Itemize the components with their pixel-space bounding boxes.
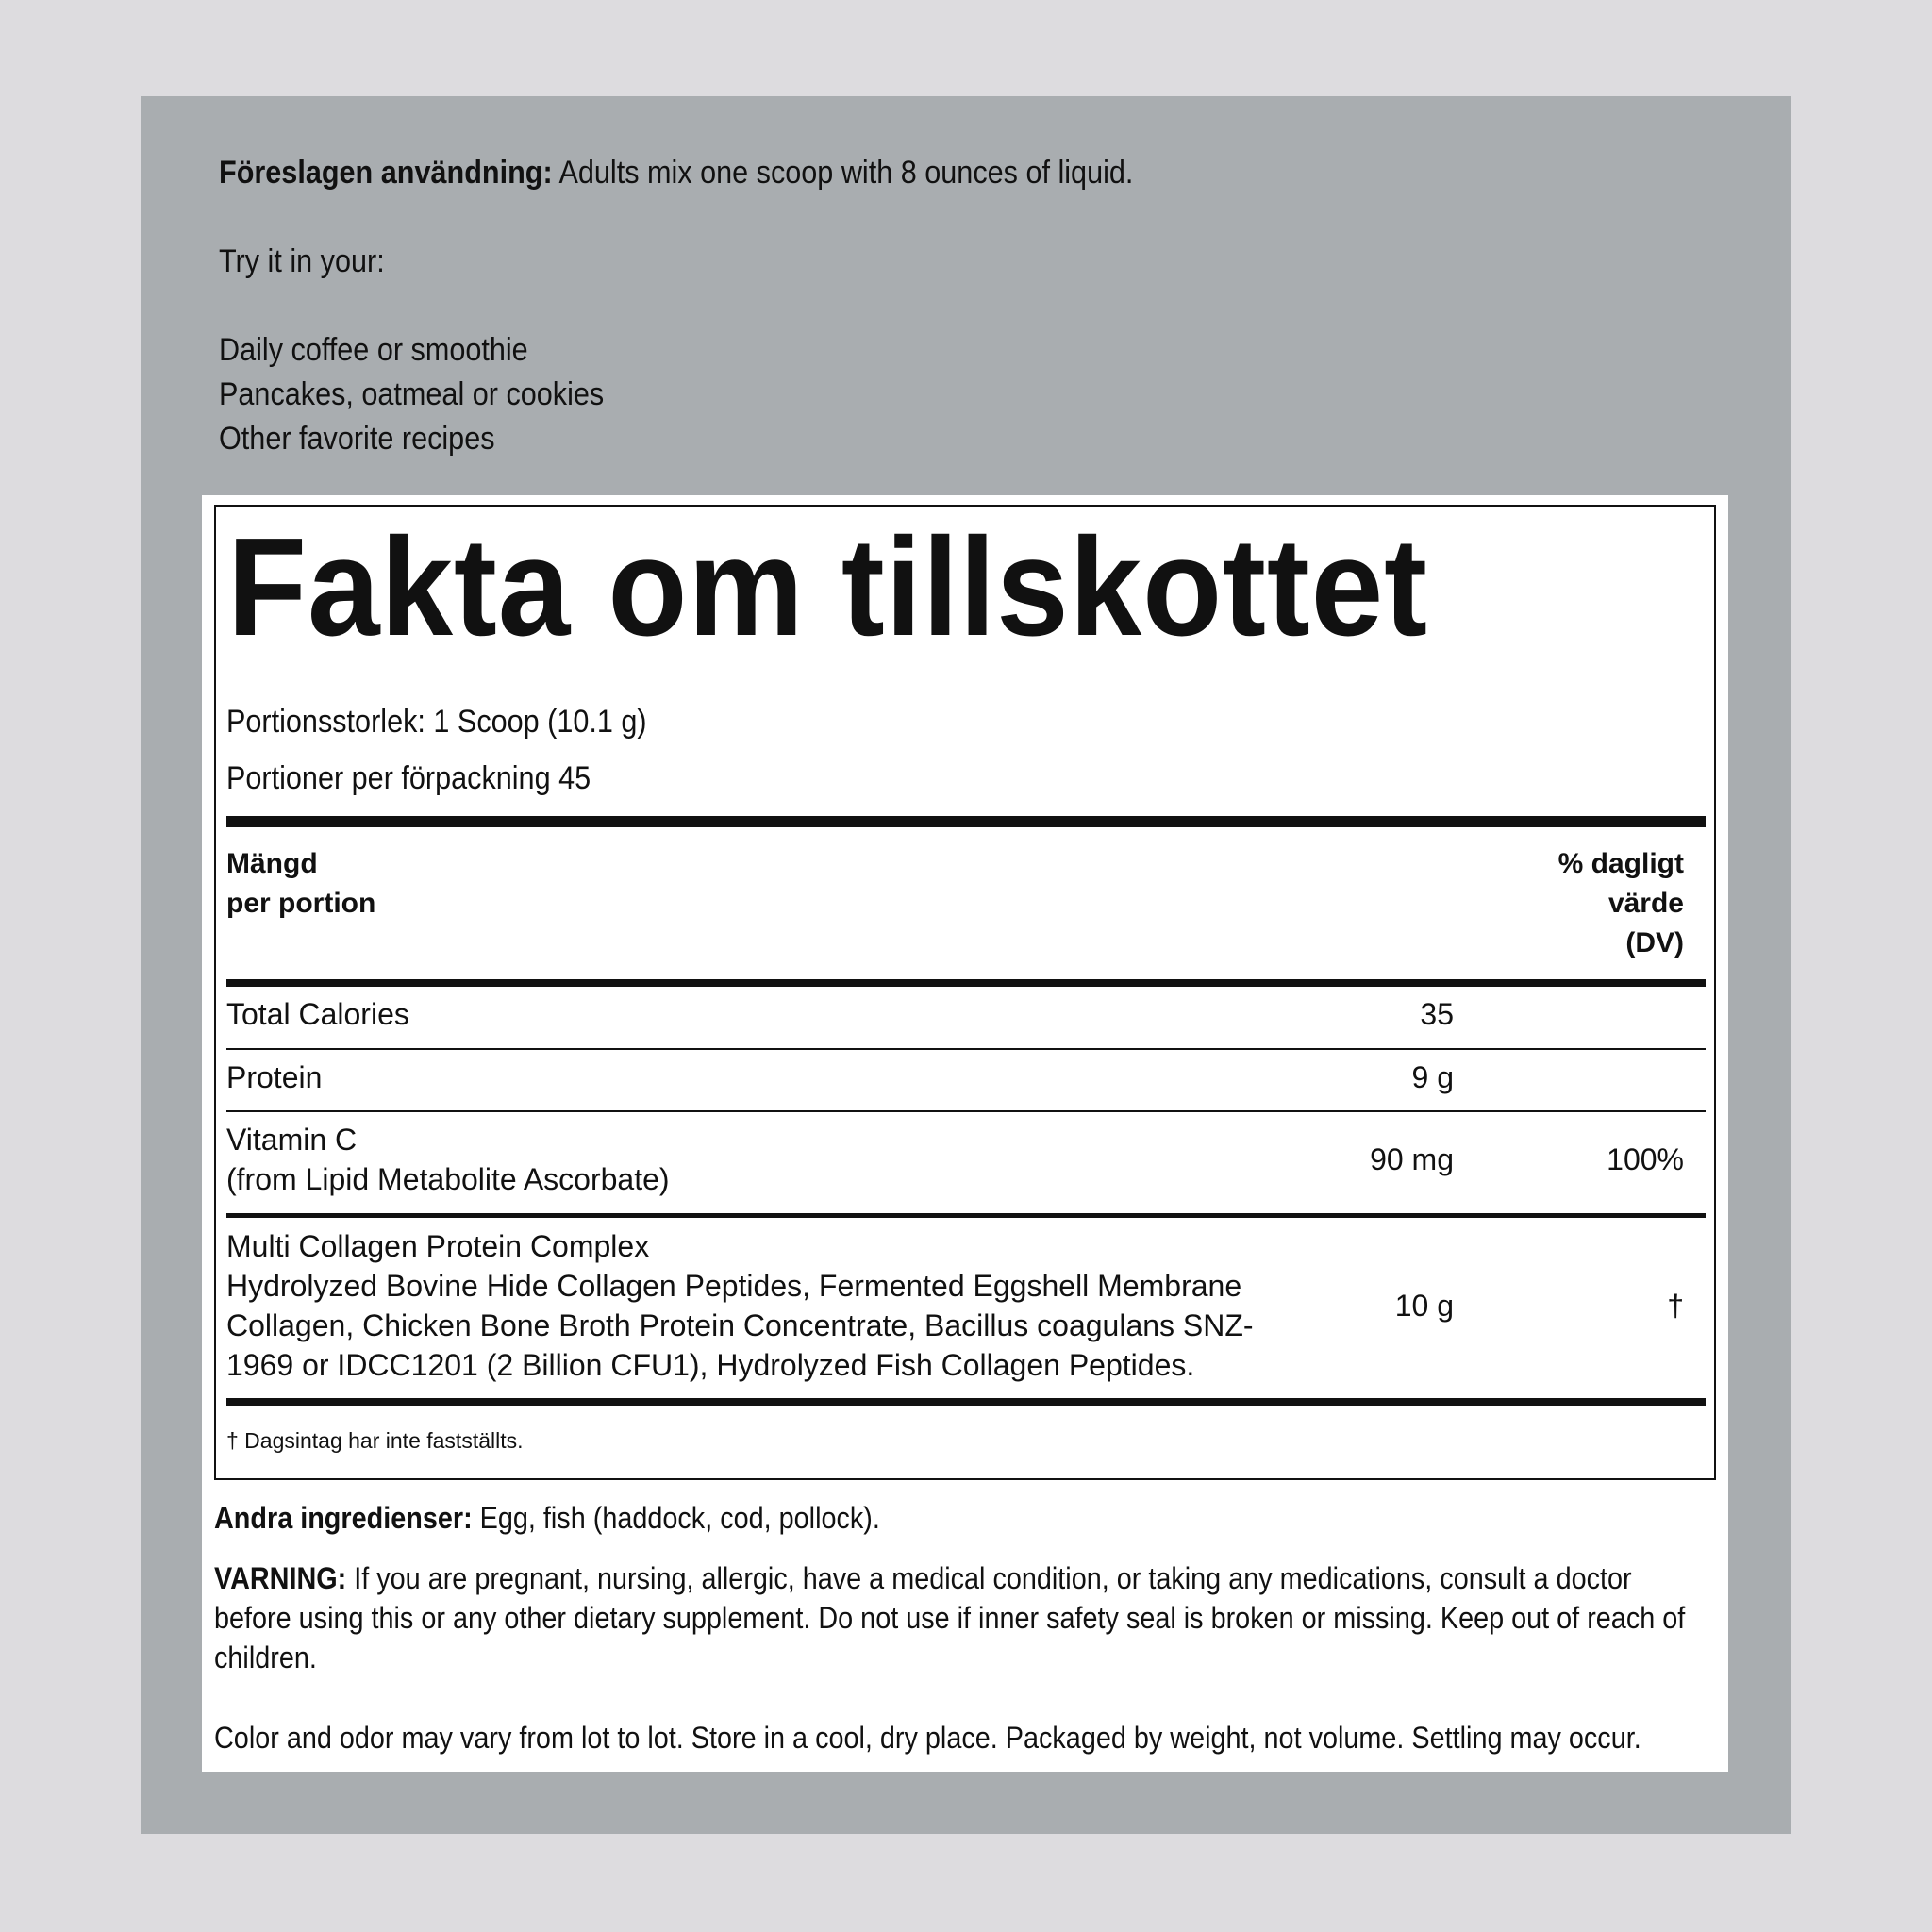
nutrient-dv-vitamin-c: 100% xyxy=(1607,1142,1684,1176)
blend-amount-collagen: 10 g xyxy=(1394,1289,1454,1323)
nutrient-source-vitamin-c: (from Lipid Metabolite Ascorbate) xyxy=(226,1162,670,1196)
nutrient-amount-vitamin-c: 90 mg xyxy=(1370,1142,1454,1176)
facts-title: Fakta om tillskottet xyxy=(227,509,1428,665)
amount-header-line2: per portion xyxy=(226,888,376,919)
thick-divider-bottom xyxy=(226,1398,1706,1406)
thick-divider-header xyxy=(226,979,1706,987)
warning-section xyxy=(214,1558,1708,1677)
other-ingredients-text: Egg, fish (haddock, cod, pollock). xyxy=(479,1501,880,1535)
suggested-use-section xyxy=(219,151,1492,461)
nutrient-amount-calories: 35 xyxy=(1420,997,1454,1031)
servings-per-container: Portioner per förpackning 45 xyxy=(226,760,591,796)
warning-text: If you are pregnant, nursing, allergic, have a medical condition, or taking any medications, consult a doctor before using this or any other dietary supplement. Do not use if inner safety seal is broken or missing. Keep out of reach of children. xyxy=(214,1561,1686,1674)
medium-divider xyxy=(226,1213,1706,1218)
serving-size: Portionsstorlek: 1 Scoop (10.1 g) xyxy=(226,704,647,740)
blend-ingredients-line-1: Hydrolyzed Bovine Hide Collagen Peptides, Fermented Eggshell Membrane xyxy=(226,1269,1242,1303)
usage-idea-3: Other favorite recipes xyxy=(219,421,495,457)
nutrient-name-vitamin-c: Vitamin C xyxy=(226,1123,358,1157)
nutrient-name-calories: Total Calories xyxy=(226,997,409,1031)
other-ingredients xyxy=(214,1498,1708,1538)
nutrient-name-protein: Protein xyxy=(226,1060,323,1094)
row-divider xyxy=(226,1110,1706,1112)
suggested-use-text: Adults mix one scoop with 8 ounces of liquid. xyxy=(558,155,1134,191)
blend-dv-collagen: † xyxy=(1667,1289,1684,1323)
row-divider xyxy=(226,1048,1706,1050)
amount-header-line1: Mängd xyxy=(226,848,318,879)
suggested-use-line xyxy=(219,151,1492,195)
dv-header-line1: % dagligt xyxy=(1557,848,1684,879)
dv-header-line3: (DV) xyxy=(1625,927,1684,958)
blend-ingredients-line-2: Collagen, Chicken Bone Broth Protein Concentrate, Bacillus coagulans SNZ- xyxy=(226,1308,1254,1342)
dv-footnote: † Dagsintag har inte fastställts. xyxy=(226,1428,524,1453)
daily-value-header xyxy=(1558,844,1684,963)
other-ingredients-label: Andra ingredienser: xyxy=(214,1501,473,1535)
suggested-use-label: Föreslagen användning: xyxy=(219,155,553,191)
try-intro: Try it in your: xyxy=(219,243,385,279)
usage-idea-1: Daily coffee or smoothie xyxy=(219,332,528,368)
thick-divider-top xyxy=(226,816,1706,827)
amount-per-serving-header xyxy=(226,844,375,924)
blend-ingredients-line-3: 1969 or IDCC1201 (2 Billion CFU1), Hydrolyzed Fish Collagen Peptides. xyxy=(226,1348,1195,1382)
storage-note: Color and odor may vary from lot to lot. Store in a cool, dry place. Packaged by weight, not volume. Settling may occur. xyxy=(214,1721,1641,1755)
blend-name-collagen: Multi Collagen Protein Complex xyxy=(226,1229,650,1263)
nutrient-amount-protein: 9 g xyxy=(1411,1060,1454,1094)
usage-idea-2: Pancakes, oatmeal or cookies xyxy=(219,376,605,412)
warning-label: VARNING: xyxy=(214,1561,347,1595)
dv-header-line2: värde xyxy=(1607,888,1684,919)
